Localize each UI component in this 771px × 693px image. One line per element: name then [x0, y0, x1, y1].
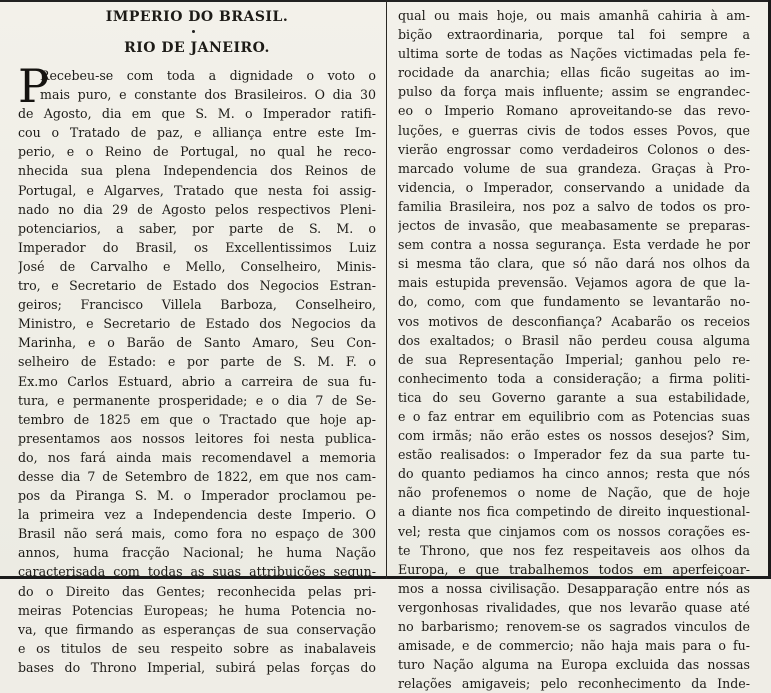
- text-line: mos a nossa civilisação. Desapparação entre nós as: [398, 580, 750, 596]
- text-line: qual ou mais hoje, ou mais amanhã cahiria à am-: [398, 8, 750, 23]
- drop-cap: P: [18, 59, 49, 113]
- text-line: no barbarismo; renovem-se os sagrados vinculos de: [398, 619, 750, 634]
- text-line: la primeira vez a Independencia deste Imperio. O: [18, 507, 376, 523]
- text-line: Portugal, e Algarves, Tratado que nesta foi assig-: [18, 182, 376, 198]
- text-line: com irmãs; não erão estes os nossos desejos? Sim,: [398, 428, 750, 444]
- text-line: amisade, e de commercio; não haja mais para o fu-: [398, 638, 750, 654]
- text-line: pulso da força mais influente; assim se engrandec-: [398, 84, 750, 100]
- text-line: meiras Potencias Europeas; he huma Potencia no-: [18, 602, 376, 618]
- text-line: rocidade da anarchia; ellas ficão sugeitas ao im-: [398, 65, 750, 81]
- text-line: bição extraordinaria, porque tal foi sempre a: [398, 27, 750, 43]
- text-line: eo o Imperio Romano aproveitando-se das revo-: [398, 103, 750, 119]
- text-line: ultima sorte de todas as Nações victimadas pela fe-: [398, 46, 750, 62]
- text-line: e os titulos de seu respeito sobre as inabalaveis: [18, 640, 376, 656]
- text-line: do, como, com que fundamento se levantarão no-: [398, 294, 750, 310]
- text-line: a diante nos fica competindo de direito inquestional-: [398, 504, 750, 520]
- column-rule: [386, 0, 387, 579]
- text-line: e o faz entrar em equilibrio com as Potencias suas: [398, 408, 750, 424]
- text-line: selheiro de Estado: e por parte de S. M. F. o: [18, 354, 376, 370]
- text-line: não profenemos o nome de Nação, que de hoje: [398, 485, 750, 501]
- text-line: tura, e permanente prosperidade; e o dia 7 de Se-: [18, 392, 376, 408]
- dateline: RIO DE JANEIRO.: [124, 40, 270, 56]
- text-line: videncia, o Imperador, conservando a unidade da: [398, 179, 750, 195]
- text-line: nado no dia 29 de Agosto pelos respectivos Pleni-: [18, 201, 376, 217]
- text-line: pos da Piranga S. M. o Imperador proclamou pe-: [18, 488, 376, 504]
- text-line: va, que firmando as esperanças de sua conservação: [18, 621, 376, 637]
- text-line: Ministro, e Secretario de Estado dos Negocios da: [18, 316, 376, 332]
- text-line: vierão engrossar como verdadeiros Colonos o des-: [398, 141, 750, 157]
- text-line: perio, e o Reino de Portugal, no qual he reco-: [18, 144, 376, 160]
- text-line: nhecida sua plena Independencia dos Reinos de: [18, 163, 376, 179]
- text-line: relações amigaveis; pelo reconhecimento da Inde-: [398, 676, 750, 692]
- text-line: mais puro, e constante dos Brasileiros. O dia 30: [40, 87, 376, 103]
- text-line: vel; resta que cinjamos com os nossos corações es-: [398, 523, 750, 539]
- text-line: tembro de 1825 em que o Tractado que hoje ap-: [18, 411, 376, 427]
- text-line: familia Brasileira, nos poz a salvo de todos os pro-: [398, 198, 750, 214]
- text-line: cou o Tratado de paz, e alliança entre este Im-: [18, 125, 376, 141]
- text-line: si mesma tão clara, que só não dará nos olhos da: [398, 256, 750, 272]
- text-line: de sua Representação Imperial; ganhou pelo re-: [398, 351, 750, 367]
- text-line: tro, e Secretario de Estado dos Negocios Estran-: [18, 278, 376, 294]
- text-line: geiros; Francisco Villela Barboza, Conselheiro,: [18, 297, 376, 313]
- text-line: potenciarios, a saber, por parte de S. M. o: [18, 220, 376, 236]
- text-line: do, nos fará ainda mais recomendavel a memoria: [18, 449, 376, 465]
- text-line: annos, huma fracção Nacional; he huma Nação: [18, 545, 376, 561]
- text-line: te Throno, que nos fez respeitaveis aos olhos da: [398, 542, 750, 558]
- text-line: Marinha, e o Barão de Santo Amaro, Seu Con-: [18, 335, 376, 351]
- text-line: Europa, e que trabalhemos todos em aperfeiçoar-: [398, 561, 750, 577]
- text-line: estão realisados: o Imperador fez da sua parte tu-: [398, 447, 750, 463]
- text-line: Ex.mo Carlos Estuard, abrio a carreira de sua fu-: [18, 373, 376, 389]
- text-line: jectos de invasão, que meabasamente se preparas-: [398, 218, 750, 234]
- text-line: conhecimento toda a consideração; a firma politi-: [398, 370, 750, 386]
- text-line: de Agosto, dia em que S. M. o Imperador ratifi-: [18, 106, 376, 122]
- title-ornament: [192, 30, 195, 33]
- right-article-text: [398, 6, 750, 693]
- text-line: sem contra a nossa segurança. Esta verdade he por: [398, 237, 750, 253]
- text-line: tica do seu Governo garante a sua estabilidade,: [398, 389, 750, 405]
- text-line: do o Direito das Gentes; reconhecida pelas pri-: [18, 583, 376, 599]
- text-line: luções, e guerras civis de todos esses Povos, que: [398, 122, 750, 138]
- text-line: Imperador do Brasil, os Excellentissimos Luiz: [18, 239, 376, 255]
- text-line: do quanto pediamos ha cinco annos; resta que nós: [398, 466, 750, 482]
- text-line: Brasil não será mais, como fora no espaço de 300: [18, 526, 376, 542]
- text-line: desse dia 7 de Setembro de 1822, em que nos cam-: [18, 468, 376, 484]
- left-article-text: [18, 59, 376, 677]
- text-line: marcado volume de sua grandeza. Graças à Pro-: [398, 160, 750, 176]
- text-line: bases do Throno Imperial, subirá pelas forças do: [18, 659, 376, 675]
- text-line: vergonhosas rivalidades, que nos levarão quase até: [398, 599, 750, 615]
- text-line: presentamos aos nossos leitores foi nesta publica-: [18, 430, 376, 446]
- text-line: turo Nação alguma na Europa excluida das nossas: [398, 657, 750, 673]
- text-line: dos exaltados; o Brasil não perdeu cousa alguma: [398, 332, 750, 348]
- text-line: José de Carvalho e Mello, Conselheiro, Minis-: [18, 258, 376, 274]
- section-title: IMPERIO DO BRASIL.: [105, 9, 289, 25]
- right-column: [398, 6, 750, 693]
- text-line: vos motivos de desconfiança? Acabarão os receios: [398, 313, 750, 329]
- text-line: Recebeu-se com toda a dignidade o voto o: [40, 68, 376, 83]
- text-line: mais estupida prevensão. Vejamos agora de que la-: [398, 275, 750, 291]
- text-line: caracterisada com todas as suas attribuições segun-: [18, 564, 376, 580]
